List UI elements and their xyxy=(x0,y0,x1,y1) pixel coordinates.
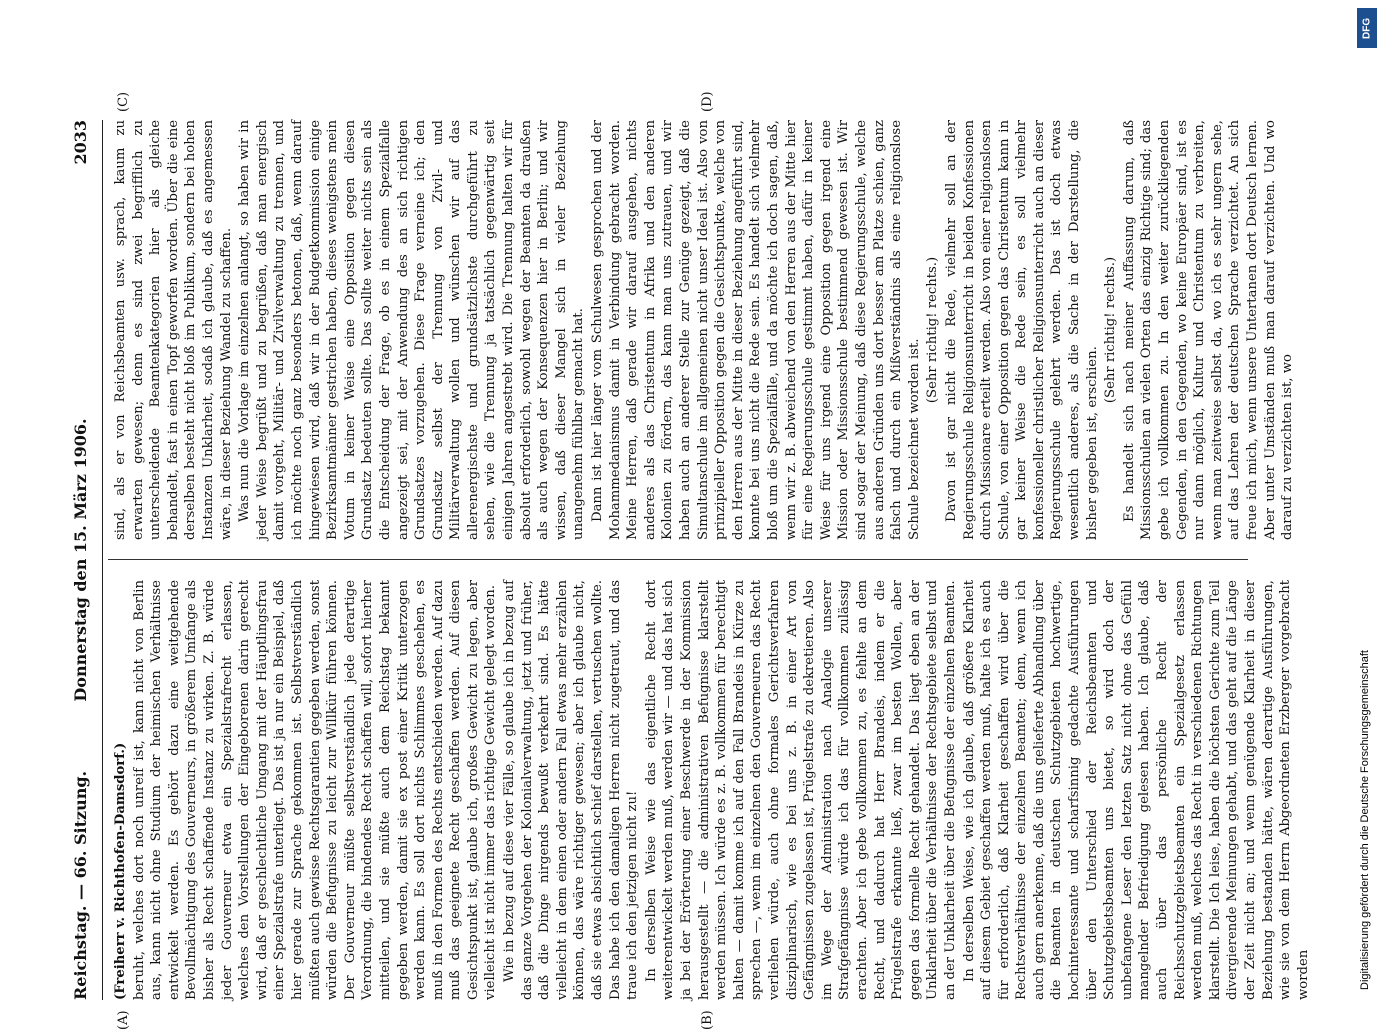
left-column xyxy=(112,580,1311,1000)
right-paragraph: Es handelt sich nach meiner Auffassung darum, daß Missionsschulen an vielen Orten das einzig Richtige sind; das gebe ich vollkommen zu. In den weiter zurückliegenden Gegenden, in den Gegenden, wo keine Europäer sind, ist es nur dann möglich, Kultur und Christentum zu verbreiten, wenn man zeitweise selbst da, wo ich es sehr ungern sehe, auf das Lehren der deutschen Sprache verzichtet. An sich freue ich mich, wenn unsere Untertanen dort Deutsch lernen. Aber unter Umständen muß man darauf verzichten. Und wo darauf zu verzichten ist, wo xyxy=(1121,120,1296,540)
page-header xyxy=(60,120,100,1000)
header-rule xyxy=(102,120,103,1000)
column-divider xyxy=(108,559,1248,560)
left-paragraph: In derselben Weise wie das eigentliche Recht dort weiterentwickelt werden muß, werden wir — und das hat sich ja bei der Erörterung einer Beschwerde in der Kommission herausgestellt — die administrativen Befugnisse klarstellt werden müssen. Ich würde es z. B. vollkommen für berechtigt halten — damit komme ich auf den Fall Brandeis in Kürze zu sprechen —, wenn im einzelnen den Gouverneuren das Recht verliehen würde, auch ohne formales Gerichtsverfahren disziplinarisch, wie es bei uns z. B. in einer Art von Gefängnissen zugelassen ist, Prügelstrafe zu dekretieren. Also im Wege der Administration nach Analogie unserer Strafgefängnisse würde ich das für vollkommen zulässig erachten. Aber ich gebe vollkommen zu, es fehlte an dem Recht, und dadurch hat Herr Brandeis, indem er die Prügelstrafe erkannte ließ, zwar im besten Wollen, aber gegen das formelle Recht gehandelt. Das liegt eben an der Unklarheit über die Verhältnisse der Rechtsgebiete selbst und an der Unklarheit über die Befugnisse der einzelnen Beamten. xyxy=(643,580,958,1000)
left-paragraph: In derselben Weise, wie ich glaube, daß größere Klarheit auf diesem Gebiet geschaffen werden muß, halte ich es auch für erforderlich, daß Klarheit geschaffen wird über die Rechtsverhältnisse der einzelnen Beamten; denn, wenn ich auch gern anerkenne, daß die uns gelieferte Abhandlung über die Beamten in deutschen Schutzgebieten hochwertige, hochinteressante und scharfsinnig gedachte Ausführungen über den Unterschied der Reichsbeamten und Schutzgebietsbeamten uns bietet, so wird doch der unbefangene Leser den letzten Satz nicht ohne das Gefühl mangelnder Befriedigung gelesen haben. Ich glaube, daß auch über das persönliche Recht der Reichsschutzgebietsbeamten ein Spezialgesetz erlassen werden muß, welches das Recht in verschiedenen Richtungen klarstellt. Die Ich leise, haben die höchsten Gerichte zum Teil divergierende Meinungen gehabt, und das geht auf die Länge der Zeit nicht an; und wenn genügende Klarheit in dieser Beziehung bestanden hätte, wären derartige Ausführungen, wie sie von dem Herrn Abgeordneten Erzberger vorgebracht worden xyxy=(961,580,1311,1000)
rotated-page xyxy=(60,91,1311,1030)
interjection: (Sehr richtig! rechts.) xyxy=(925,256,941,404)
right-column xyxy=(112,120,1296,540)
page-content xyxy=(60,91,1311,1030)
right-paragraph: Davon ist gar nicht die Rede, vielmehr soll an der Regierungsschule Religionsunterricht in beiden Konfessionen durch Missionare erteilt werden. Also von einer religionslosen Schule, von einer Opposition gegen das Christentum kann in gar keiner Weise die Rede sein, es soll vielmehr konfessioneller christlicher Religionsunterricht auch an dieser Regierungsschule gelehrt werden. Das ist doch etwas wesentlich anderes, als die Sache in der Darstellung, die bisher gegeben ist, erschien. xyxy=(943,120,1100,540)
page-number: 2033 xyxy=(70,120,90,165)
digitization-credit: Digitalisierung gefördert durch die Deutsche Forschungsgemeinschaft xyxy=(1359,650,1371,990)
right-paragraph: sind, als er von Reichsbeamten usw. sprach, kaum zu erwarten gewesen; denn es sind zwei begrifflich zu unterscheidende Beamtenkategorien hier als gleiche behandelt, fast in einen Topf geworfen worden. Über die eine derselben besteht nicht bloß im Publikum, sondern bei hohen Instanzen Unklarheit, sodaß ich glaube, daß es angemessen wäre, in dieser Beziehung Wandel zu schaffen. xyxy=(113,120,234,540)
marker-c: (C) xyxy=(116,91,131,112)
marker-a: (A) xyxy=(116,1010,131,1030)
interjection: (Sehr richtig! rechts.) xyxy=(1103,256,1119,404)
left-paragraph: Wie in bezug auf diese vier Fälle, so glaube ich in bezug auf das ganze Vorgehen der Kolonialverwaltung, jetzt und früher, daß die Dinge nirgends bewußt verkehrt sind. Es hätte vielleicht in dem einen oder andern Fall etwas mehr erzählen können, das wäre richtiger gewesen; aber ich glaube nicht, daß sie etwas absichtlich schief darstellen, vertuschen wollte. Das habe ich den damaligen Herren nicht zugetraut, und das traue ich den jetzigen nicht zu! xyxy=(502,580,641,1000)
right-paragraph: Dann ist hier länger vom Schulwesen gesprochen und der Mohammedanismus damit in Verbindung gebracht worden. Meine Herren, daß gerade wir darauf ausgehen, nichts anderes als das Christentum in Afrika und den anderen Kolonien zu fördern, das kann man uns zutrauen, und wir haben auch an anderer Stelle zur Genüge gezeigt, daß die Simultanschule im allgemeinen nicht unser Ideal ist. Also von prinzipieller Opposition gegen die Gesichtspunkte, welche von den Herren aus der Mitte in dieser Beziehung angeführt sind, konnte bei uns nicht die Rede sein. Es handelt sich vielmehr bloß um die Spezialfälle, und da möchte ich doch sagen, daß, wenn wir z. B. abweichend von den Herren aus der Mitte hier für eine Regierungsschule gestimmt haben, dafür in keiner Weise für uns irgend eine Opposition gegen irgend eine Mission oder Missionsschule bestimmend gewesen ist. Wir sind sogar der Meinung, daß diese Regierungsschule, welche aus anderen Gründen uns dort besser am Platze schien, ganz falsch und durch ein Mißverständnis als eine religionslose Schule bezeichnet worden ist. xyxy=(590,120,922,540)
left-paragraph: beruht, welches dort noch unreif ist, kann nicht von Berlin aus, kann nicht ohne Studium der heimischen Verhältnisse entwickelt werden. Es gehört dazu eine weitgehende Bevollmächtigung des Gouverneurs, in größerem Umfange als bisher als Recht schaffende Instanz zu wirken. Z. B. würde jeder Gouverneur etwa ein Spezialstrafrecht erlassen, welches den Vorstellungen der Eingeborenen darin gerecht wird, daß er geschlechtliche Umgang mit der Häuptlingsfrau einer Spezialstrafe unterliegt. Das ist ja nur ein Beispiel, daß hier gerade zur Sprache gekommen ist. Selbstverständlich müßten auch gewisse Rechtsgarantien gegeben werden, sonst würden die Befugnisse zu leicht zur Willkür führen können. Der Gouverneur müßte selbstverständlich jede derartige Verordnung, die bindendes Recht schaffen will, sofort hierher mitteilen, und sie müßte auch dem Reichstag bekannt gegeben werden, damit sie ex post einer Kritik unterzogen werden kann. Es soll dort nichts Schlimmes geschehen, es muß in den Formen des Rechts entschieden werden. Auf dazu muß das geeignete Recht geschaffen werden. Auf diesen Gesichtspunkt ist, glaube ich, großes Gewicht zu legen, aber vielleicht ist nicht immer das richtige Gewicht gelegt worden. xyxy=(131,580,499,1000)
speaker-name: (Freiherr v. Richthofen-Damsdorf.) xyxy=(113,742,128,1000)
marker-d: (D) xyxy=(700,91,715,112)
header-left: Reichstag. — 66. Sitzung. xyxy=(70,770,90,1000)
header-date: Donnerstag den 15. März 1906. xyxy=(70,418,90,702)
right-paragraph: Was nun die Vorlage im einzelnen anlangt, so haben wir in jeder Weise begrüßt und zu begrüßen, daß man energisch damit vorgeht, Militär- und Zivilverwaltung zu trennen, und ich möchte noch ganz besonders betonen, daß, wenn darauf hingewiesen wird, daß wir in der Budgetkommission einige Bezirksamtmänner gestrichen haben, dieses wenigstens mein Votum in keiner Weise eine Opposition gegen diesen Grundsatz bedeuten sollte. Das sollte weiter nichts sein als die Entscheidung der Frage, ob es in einem Spezialfalle angezeigt sei, mit der Anwendung des an sich richtigen Grundsatzes vorzugehen. Diese Frage verneine ich; den Grundsatz selbst der Trennung von Zivil- und Militärverwaltung wollen und wünschen wir auf das allerenergischste und grundsätzlichste durchgeführt zu sehen, wie die Trennung ja tatsächlich gegenwärtig seit einigen Jahren angestrebt wird. Die Trennung halten wir für absolut erforderlich, sowohl wegen der Beamten da draußen als auch wegen der Konsequenzen hier in Berlin; und wir wissen, daß dieser Mangel sich in vieler Beziehung unangenehm fühlbar gemacht hat. xyxy=(237,120,587,540)
marker-b: (B) xyxy=(700,1010,715,1030)
dfg-logo: DFG xyxy=(1357,8,1377,48)
